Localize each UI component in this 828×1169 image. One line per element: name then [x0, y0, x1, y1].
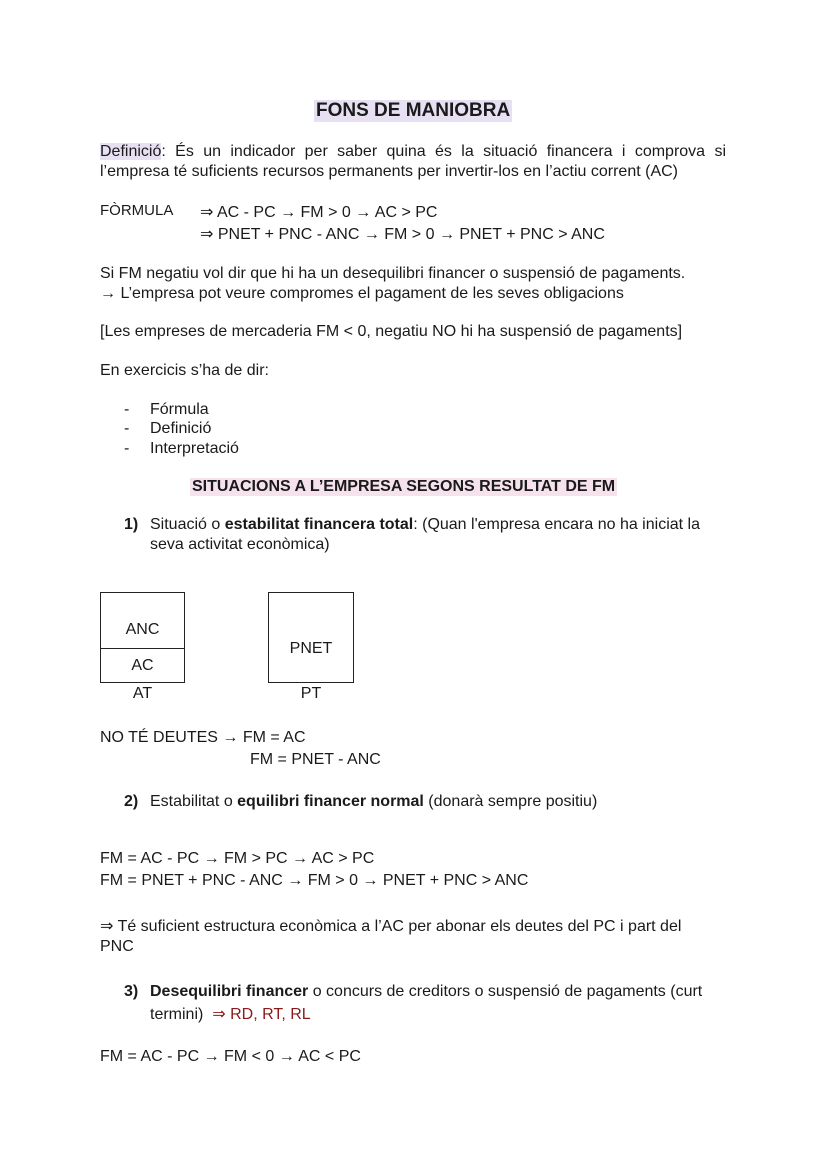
s3-bold: Desequilibri financer [150, 983, 309, 1000]
negative-line-2: → L’empresa pot veure compromes el pagament de les seves obligacions [100, 285, 624, 302]
exercises-intro: En exercicis s’ha de dir: [100, 362, 269, 379]
s1-number: 1) [124, 516, 139, 533]
s3-accounts: ⇒ RD, RT, RL [212, 1006, 311, 1023]
negative-line-1: Si FM negatiu vol dir que hi ha un desequilibri financer o suspensió de pagaments. [100, 265, 686, 282]
pt-box [268, 592, 354, 683]
at-top-label: ANC [125, 621, 160, 638]
at-divider [101, 648, 184, 649]
formula-line-2: ⇒ PNET + PNC - ANC → FM > 0 → PNET + PNC > ANC [200, 226, 605, 243]
s1-pre: Situació o [150, 516, 225, 533]
s2-line [150, 793, 597, 811]
at-bottom-label: AC [131, 657, 154, 674]
pt-content-label: PNET [289, 640, 333, 657]
bullet-dash: - [124, 420, 130, 437]
note: [Les empreses de mercaderia FM < 0, negatiu NO hi ha suspensió de pagaments] [100, 323, 683, 340]
s1-line-2: seva activitat econòmica) [150, 536, 330, 553]
definition-term: Definició [100, 143, 162, 160]
formula-label: FÒRMULA [100, 202, 174, 219]
pt-label: PT [300, 685, 322, 702]
list-item: Interpretació [150, 440, 239, 457]
bullet-dash: - [124, 440, 130, 457]
formula-line-1: ⇒ AC - PC → FM > 0 → AC > PC [200, 204, 438, 221]
s2-formula-1: FM = AC - PC → FM > PC → AC > PC [100, 850, 375, 867]
definition-line-1 [100, 143, 726, 161]
s2-post: (donarà sempre positiu) [423, 793, 598, 810]
s2-bold: equilibri financer normal [237, 793, 424, 810]
bullet-dash: - [124, 401, 130, 418]
s3-line2-pre: termini) [150, 1006, 213, 1023]
s3-formula: FM = AC - PC → FM < 0 → AC < PC [100, 1048, 361, 1065]
s1-post: : (Quan l'empresa encara no ha iniciat la [413, 516, 700, 533]
s3-line-1 [150, 983, 702, 1001]
s2-conclusion-2: PNC [100, 938, 134, 955]
s2-pre: Estabilitat o [150, 793, 238, 810]
at-box [100, 592, 185, 683]
s2-conclusion-1: ⇒ Té suficient estructura econòmica a l’AC per abonar els deutes del PC i part del [100, 918, 682, 935]
definition-text: : És un indicador per saber quina és la situació financera i comprova si [161, 143, 726, 160]
s1-line-1 [150, 516, 700, 534]
definition-line-2: l’empresa té suficients recursos permanents per invertir-los en l’actiu corrent (AC) [100, 163, 678, 180]
list-item: Fórmula [150, 401, 209, 418]
s3-line-2 [150, 1004, 311, 1024]
s2-number: 2) [124, 793, 139, 810]
at-label: AT [132, 685, 153, 702]
section-title: SITUACIONS A L’EMPRESA SEGONS RESULTAT DE FM [192, 478, 616, 495]
s1-bold: estabilitat financera total [224, 516, 414, 533]
no-debts-line-2: FM = PNET - ANC [250, 751, 381, 768]
list-item: Definició [150, 420, 212, 437]
s3-post: o concurs de creditors o suspensió de pagaments (curt [308, 983, 703, 1000]
s3-number: 3) [124, 983, 139, 1000]
page-title: FONS DE MANIOBRA [316, 100, 511, 121]
no-debts-line-1: NO TÉ DEUTES → FM = AC [100, 729, 306, 746]
s2-formula-2: FM = PNET + PNC - ANC → FM > 0 → PNET + PNC > ANC [100, 872, 529, 889]
